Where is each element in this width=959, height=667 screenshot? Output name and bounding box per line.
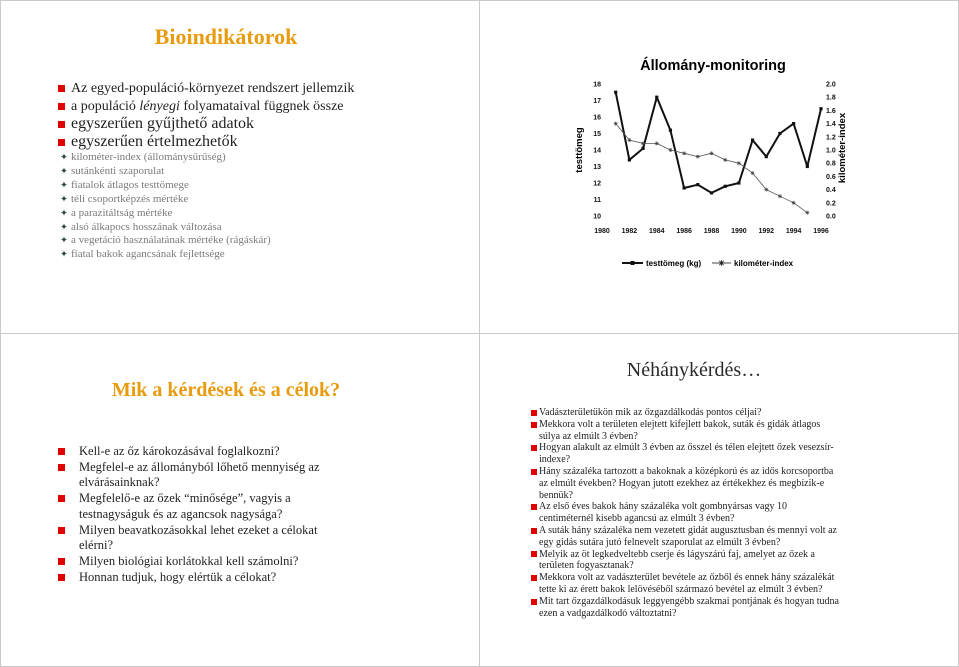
- question-line: az elmúlt években? Hogyan jutott ezekhez az értékekhez és megbízik-e: [539, 477, 825, 489]
- square-bullet-icon: [58, 558, 65, 565]
- km-index-point: [751, 171, 755, 175]
- question-item: [58, 460, 320, 491]
- x-tick-label: 1994: [785, 228, 802, 235]
- question-item: [531, 525, 839, 549]
- y-axis-label: testtömeg: [574, 127, 585, 173]
- testtomeg-point: [683, 186, 686, 189]
- question-line: területen fogyasztanak?: [539, 560, 634, 572]
- sub-bullet-item: [60, 151, 271, 165]
- question-item: [58, 554, 320, 570]
- sub-bullet-list: [60, 151, 271, 262]
- square-bullet-icon: [58, 448, 65, 455]
- sub-bullet-item: [60, 207, 271, 221]
- question-line: Honnan tudjuk, hogy elértük a célokat?: [79, 569, 277, 584]
- y-tick-label: 11: [593, 197, 601, 204]
- square-bullet-icon: [531, 445, 537, 451]
- bullet-item: [57, 98, 354, 116]
- question-line: elérni?: [79, 538, 114, 553]
- four-point-star-icon: ✦: [60, 179, 68, 191]
- x-tick-label: 1996: [813, 228, 829, 235]
- square-bullet-icon: [531, 410, 537, 416]
- sub-bullet-text: téli csoportképzés mértéke: [71, 192, 189, 205]
- testtomeg-point: [641, 147, 644, 150]
- four-point-star-icon: ✦: [60, 249, 68, 261]
- testtomeg-point: [778, 132, 781, 135]
- four-point-star-icon: ✦: [60, 193, 68, 205]
- y-tick-label: 13: [593, 164, 601, 171]
- sub-bullet-item: [60, 248, 271, 262]
- y-tick-label: 18: [593, 81, 601, 89]
- question-line: Hogyan alakult az elmúlt 3 évben az ősszel és télen elejtett őzek vesezsír-: [539, 442, 834, 454]
- km-index-point: [764, 188, 768, 192]
- testtomeg-point: [710, 191, 713, 194]
- y-tick-label: 15: [593, 131, 601, 138]
- x-tick-label: 1984: [648, 228, 665, 235]
- question-item: [531, 442, 839, 466]
- legend-label-km-index: kilométer-index: [734, 259, 794, 268]
- question-item: [531, 466, 839, 501]
- four-point-star-icon: ✦: [60, 152, 68, 163]
- testtomeg-point: [751, 139, 754, 142]
- y2-tick-label: 1.4: [826, 121, 836, 129]
- square-bullet-icon: [531, 469, 537, 475]
- square-bullet-icon: [58, 574, 65, 581]
- question-item: [531, 407, 839, 419]
- bullet-text: egyszerűen értelmezhetők: [71, 133, 238, 150]
- question-line: Megfelel-e az állományból lőhető mennyiség az: [79, 459, 320, 474]
- testtomeg-point: [737, 181, 740, 184]
- y2-tick-label: 2.0: [826, 81, 836, 89]
- x-tick-label: 1980: [594, 228, 610, 235]
- chart-series: [614, 91, 823, 215]
- chart-legend: [622, 259, 794, 268]
- testtomeg-point: [655, 96, 658, 99]
- main-bullet-list: [57, 80, 354, 151]
- question-line: tette ki az érett bakok lelövéséből származó bevétel az elmúlt 3 évben?: [539, 583, 823, 595]
- square-bullet-icon: [58, 121, 65, 128]
- square-bullet-icon: [531, 575, 537, 581]
- sub-bullet-item: [60, 234, 271, 248]
- question-line: Megfelelő-e az őzek “minősége”, vagyis a: [79, 491, 291, 506]
- y2-tick-label: 0.8: [826, 160, 836, 168]
- question-line: Mekkora volt az vadászterület bevétele az őzből és ennek hány százalékát: [539, 572, 835, 584]
- bullet-text: egyszerűen gyűjthető adatok: [71, 115, 255, 132]
- testtomeg-point: [792, 122, 795, 125]
- question-item: [58, 444, 320, 460]
- sub-bullet-text: alsó álkapocs hosszának változása: [71, 220, 222, 233]
- sub-bullet-text: a vegetáció használatának mértéke (rágáskár): [71, 234, 271, 247]
- testtomeg-point: [806, 165, 809, 168]
- km-index-point: [641, 141, 645, 145]
- question-item: [531, 549, 839, 573]
- square-bullet-icon: [531, 528, 537, 534]
- testtomeg-point: [669, 129, 672, 132]
- km-index-point: [614, 122, 618, 126]
- bullet-text-tail: folyamataival függnek össze: [179, 98, 344, 114]
- population-monitoring-chart: [480, 1, 958, 333]
- y2-axis-label: kilométer-index: [837, 112, 848, 184]
- sub-bullet-text: sutánkénti szaporulat: [71, 164, 165, 177]
- slide-title: Néhánykérdés…: [626, 359, 762, 381]
- question-line: Milyen biológiai korlátokkal kell számolni?: [79, 553, 299, 568]
- y-tick-label: 17: [593, 98, 601, 105]
- sub-bullet-text: kilométer-index (állománysűrűség): [71, 151, 226, 163]
- legend-label-testtomeg: testtömeg (kg): [646, 259, 702, 268]
- four-point-star-icon: ✦: [60, 165, 68, 177]
- slide-title: Mik a kérdések és a célok?: [111, 379, 341, 401]
- testtomeg-point: [628, 158, 631, 161]
- bullet-item: [57, 80, 354, 98]
- square-bullet-icon: [58, 495, 65, 502]
- slide-bioindikatorok: [0, 0, 480, 334]
- question-line: Vadászterületükön mik az őzgazdálkodás pontos céljai?: [539, 407, 762, 418]
- slide-title: Bioindikátorok: [154, 24, 298, 49]
- bullet-item: [57, 115, 354, 133]
- square-bullet-icon: [58, 464, 65, 471]
- sub-bullet-text: fiatalok átlagos testtömege: [71, 178, 189, 191]
- four-point-star-icon: ✦: [60, 221, 68, 233]
- km-index-point: [737, 161, 741, 165]
- question-item: [58, 523, 320, 554]
- y2-tick-label: 0.6: [826, 173, 836, 181]
- sub-bullet-text: a parazitáltság mértéke: [71, 206, 173, 219]
- question-item: [531, 572, 839, 596]
- question-line: súlya az elmúlt 3 évben?: [539, 430, 638, 442]
- slide-allomany-monitoring: [479, 0, 959, 334]
- y2-tick-label: 0.0: [826, 213, 836, 221]
- km-index-point: [696, 155, 700, 159]
- four-point-star-icon: ✦: [60, 235, 68, 247]
- square-bullet-icon: [58, 527, 65, 534]
- y-tick-label: 12: [593, 180, 601, 188]
- question-item: [58, 491, 320, 522]
- question-line: indexe?: [539, 454, 571, 466]
- testtomeg-point: [724, 185, 727, 188]
- question-line: centiméternél kisebb agancsú az elmúlt 3 évben?: [539, 513, 735, 525]
- testtomeg-point: [765, 155, 768, 158]
- bullet-emphasis: lényegi: [139, 98, 180, 114]
- km-index-point: [627, 138, 631, 142]
- question-line: Hány százaléka tartozott a bakoknak a középkorú és az idős korcsoportba: [539, 465, 834, 477]
- km-index-point: [723, 158, 727, 162]
- question-line: bennük?: [539, 489, 573, 501]
- km-index-point: [682, 151, 686, 155]
- square-bullet-icon: [531, 422, 537, 428]
- bullet-text: a populáció: [71, 98, 140, 114]
- km-index-point: [792, 201, 796, 205]
- testtomeg-point: [696, 183, 699, 186]
- y2-tick-label: 1.0: [826, 147, 836, 155]
- question-item: [531, 501, 839, 525]
- sub-bullet-item: [60, 179, 271, 193]
- question-line: ezen a vadgazdálkodó változtatni?: [539, 607, 677, 619]
- square-bullet-icon: [58, 103, 65, 110]
- question-item: [531, 419, 839, 443]
- bullet-text: Az egyed-populáció-környezet rendszert jellemzik: [71, 81, 355, 96]
- y-tick-label: 10: [593, 213, 601, 221]
- square-bullet-icon: [531, 551, 537, 557]
- question-line: Mit tart őzgazdálkodásuk leggyengébb szakmai pontjának és hogyan tudna: [539, 595, 839, 607]
- slide-kerdesek-es-celok: [0, 333, 480, 667]
- y2-tick-label: 1.8: [826, 94, 836, 102]
- sub-bullet-text: fiatal bakok agancsának fejlettsége: [71, 248, 225, 261]
- km-index-point: [668, 148, 672, 152]
- square-bullet-icon: [58, 85, 65, 92]
- question-line: egy gidás sutára jutó felnevelt szaporulat az elmúlt 3 évben?: [539, 536, 781, 548]
- km-index-point: [778, 194, 782, 198]
- y2-tick-label: 0.2: [826, 200, 836, 208]
- sub-bullet-item: [60, 165, 271, 179]
- slide-nehany-kerdes: [479, 333, 959, 667]
- x-tick-label: 1986: [676, 228, 692, 235]
- x-tick-label: 1990: [731, 228, 747, 235]
- km-index-point: [805, 211, 809, 215]
- question-line: Kell-e az őz károkozásával foglalkozni?: [79, 444, 280, 458]
- sub-bullet-item: [60, 193, 271, 207]
- y-tick-label: 16: [593, 114, 601, 122]
- y2-tick-label: 1.2: [826, 134, 836, 142]
- y2-tick-label: 0.4: [826, 187, 836, 195]
- x-tick-label: 1982: [621, 228, 638, 235]
- question-line: Melyik az öt legkedveltebb cserje és lágyszárú faj, amelyet az őzek a: [539, 548, 815, 560]
- bullet-item: [57, 133, 354, 151]
- x-tick-label: 1988: [703, 228, 720, 235]
- y-tick-label: 14: [593, 147, 601, 155]
- question-line: A suták hány százaléka nem vezetett gidát augusztusban és mennyi volt az: [539, 524, 837, 536]
- km-index-point: [655, 141, 659, 145]
- chart-title: Állomány-monitoring: [640, 58, 786, 74]
- question-line: Milyen beavatkozásokkal lehet ezeket a célokat: [79, 522, 318, 537]
- km-index-point: [710, 151, 714, 155]
- question-line: Az első éves bakok hány százaléka volt gombnyársas vagy 10: [539, 501, 787, 513]
- testtomeg-point: [614, 91, 617, 94]
- question-line: testnagyságuk és az agancsok nagysága?: [79, 506, 283, 521]
- testtomeg-point: [819, 107, 822, 110]
- question-item: [58, 570, 320, 586]
- y2-tick-label: 1.6: [826, 107, 836, 115]
- questions-bullet-list: [531, 407, 839, 619]
- x-tick-label: 1992: [758, 228, 775, 235]
- goals-bullet-list: [58, 444, 320, 585]
- question-item: [531, 596, 839, 620]
- four-point-star-icon: ✦: [60, 207, 68, 219]
- legend-testtomeg-marker: [631, 261, 635, 265]
- sub-bullet-item: [60, 221, 271, 235]
- square-bullet-icon: [531, 599, 537, 605]
- testtomeg-line: [616, 92, 821, 193]
- square-bullet-icon: [531, 504, 537, 510]
- square-bullet-icon: [58, 139, 65, 146]
- legend-km-index-marker: [719, 260, 725, 266]
- question-line: Mekkora volt a területen elejtett kifejlett bakok, suták és gidák átlagos: [539, 418, 821, 430]
- question-line: elvárásainknak?: [79, 475, 160, 490]
